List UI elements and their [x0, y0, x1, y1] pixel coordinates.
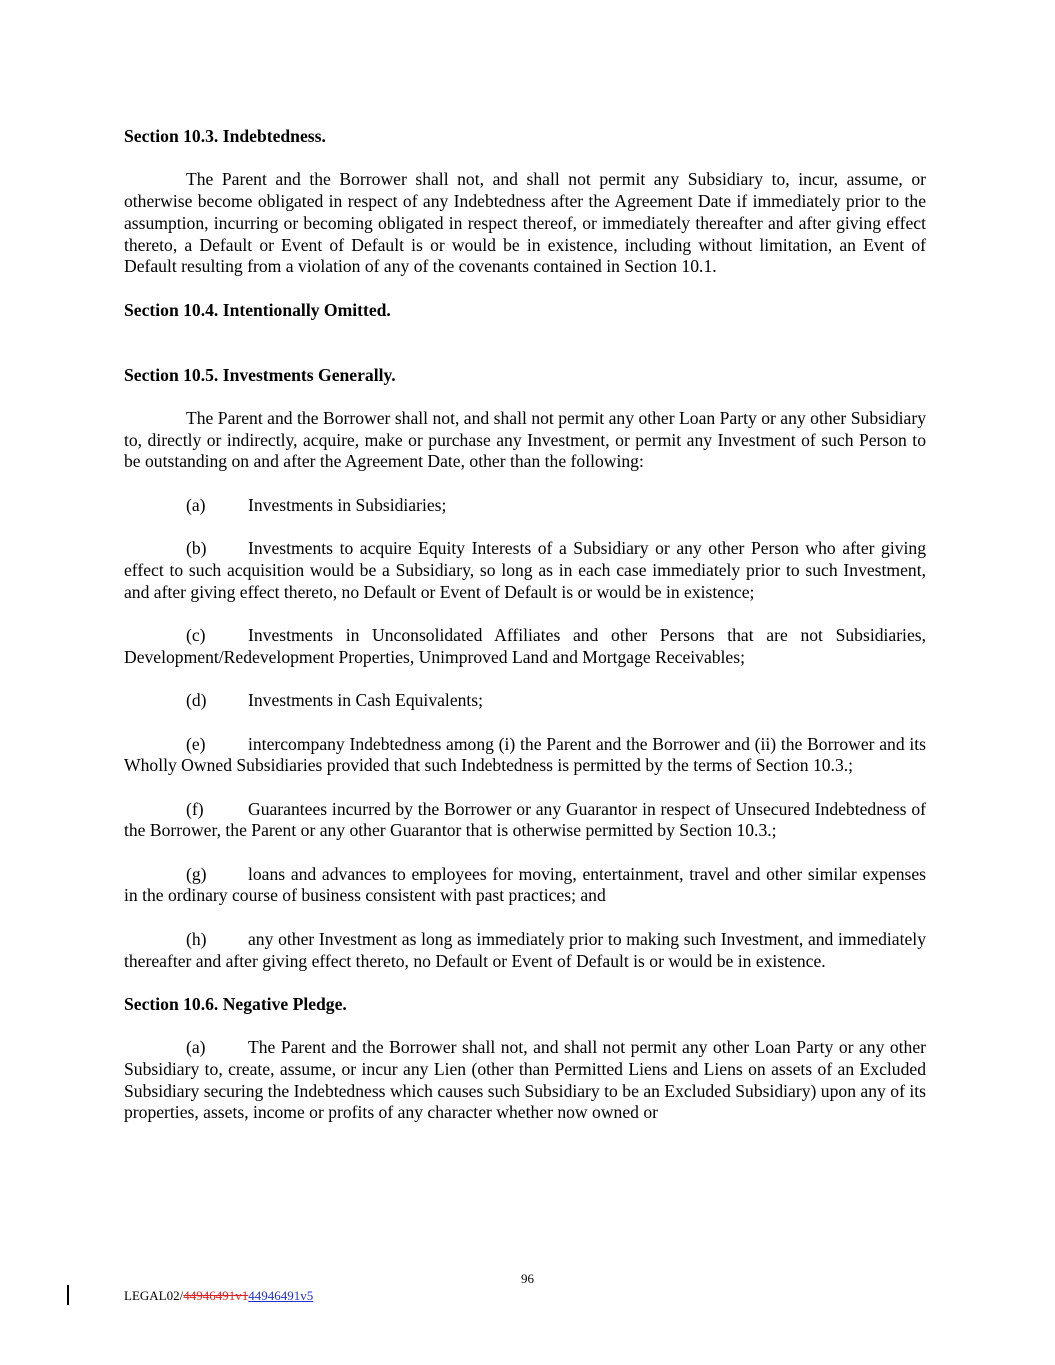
list-item [124, 1037, 926, 1124]
list-item [124, 734, 926, 777]
doc-id-inserted: 44946491v5 [248, 1288, 314, 1303]
item-label: (c) [186, 625, 206, 646]
item-text: Investments in Cash Equivalents; [248, 690, 484, 711]
list-item [124, 538, 926, 603]
section-10-3-paragraph: The Parent and the Borrower shall not, and shall not permit any Subsidiary to, incur, assume, or otherwise become obligated in respect of any Indebtedness after the Agreement Date if immediately prior to the assumption, incurring or becoming obligated in respect thereof, or immediately thereafter and after giving effect thereto, a Default or Event of Default is or would be in existence, including without limitation, an Event of Default resulting from a violation of any of the covenants contained in Section 10.1. [124, 169, 926, 277]
section-10-5-paragraph: The Parent and the Borrower shall not, and shall not permit any other Loan Party or any other Subsidiary to, directly or indirectly, acquire, make or purchase any Investment, or permit any Investment of such Person to be outstanding on and after the Agreement Date, other than the following: [124, 408, 926, 472]
document-id-footer [124, 1288, 313, 1304]
list-item [124, 864, 926, 907]
section-heading-10-4: Section 10.4. Intentionally Omitted. [124, 299, 391, 320]
section-heading-10-5: Section 10.5. Investments Generally. [124, 364, 396, 385]
item-text: loans and advances to employees for moving, entertainment, travel and other similar expenses in the ordinary course of business consistent with past practices; and [124, 863, 926, 906]
list-item [124, 495, 926, 517]
item-text: Investments in Unconsolidated Affiliates and other Persons that are not Subsidiaries, Development/Redevelopment Properties, Unimproved Land and Mortgage Receivables; [124, 625, 926, 667]
page-number: 96 [521, 1271, 534, 1286]
revision-change-bar [67, 1285, 69, 1305]
item-label: (a) [186, 494, 206, 515]
item-text: The Parent and the Borrower shall not, and shall not permit any other Loan Party or any other Subsidiary to, create, assume, or incur any Lien (other than Permitted Liens and Liens on assets of an Excluded Subsidiary securing the Indebtedness which causes such Subsidiary to be an Excluded Subsidiary) upon any of its properties, assets, income or profits of any character whether now owned or [124, 1037, 926, 1123]
list-item [124, 799, 926, 842]
doc-id-prefix: LEGAL02/ [124, 1288, 184, 1303]
item-label: (h) [186, 928, 207, 949]
item-label: (f) [186, 798, 204, 819]
item-label: (b) [186, 538, 207, 559]
item-label: (d) [186, 690, 207, 711]
item-label: (a) [186, 1037, 206, 1058]
item-text: Investments to acquire Equity Interests of a Subsidiary or any other Person who after giving effect to such acquisition would be a Subsidiary, so long as in each case immediately prior to such Investment, and after giving effect thereto, no Default or Event of Default is or would be in existence; [124, 538, 926, 602]
list-item [124, 690, 926, 712]
section-heading-10-6: Section 10.6. Negative Pledge. [124, 993, 347, 1014]
list-item [124, 625, 926, 668]
item-text: Guarantees incurred by the Borrower or any Guarantor in respect of Unsecured Indebtedness of the Borrower, the Parent or any other Guarantor that is otherwise permitted by Section 10.3.; [124, 798, 926, 841]
document-body [124, 126, 926, 1124]
list-item [124, 929, 926, 972]
item-label: (g) [186, 863, 207, 884]
doc-id-deleted: 44946491v1 [183, 1288, 249, 1303]
item-text: Investments in Subsidiaries; [248, 494, 447, 515]
item-label: (e) [186, 733, 206, 754]
item-text: any other Investment as long as immediately prior to making such Investment, and immediately thereafter and after giving effect thereto, no Default or Event of Default is or would be in existence. [124, 928, 926, 971]
section-heading-10-3: Section 10.3. Indebtedness. [124, 126, 326, 146]
item-text: intercompany Indebtedness among (i) the Parent and the Borrower and (ii) the Borrower and its Wholly Owned Subsidiaries provided that such Indebtedness is permitted by the terms of Section 10.3.; [124, 733, 926, 776]
